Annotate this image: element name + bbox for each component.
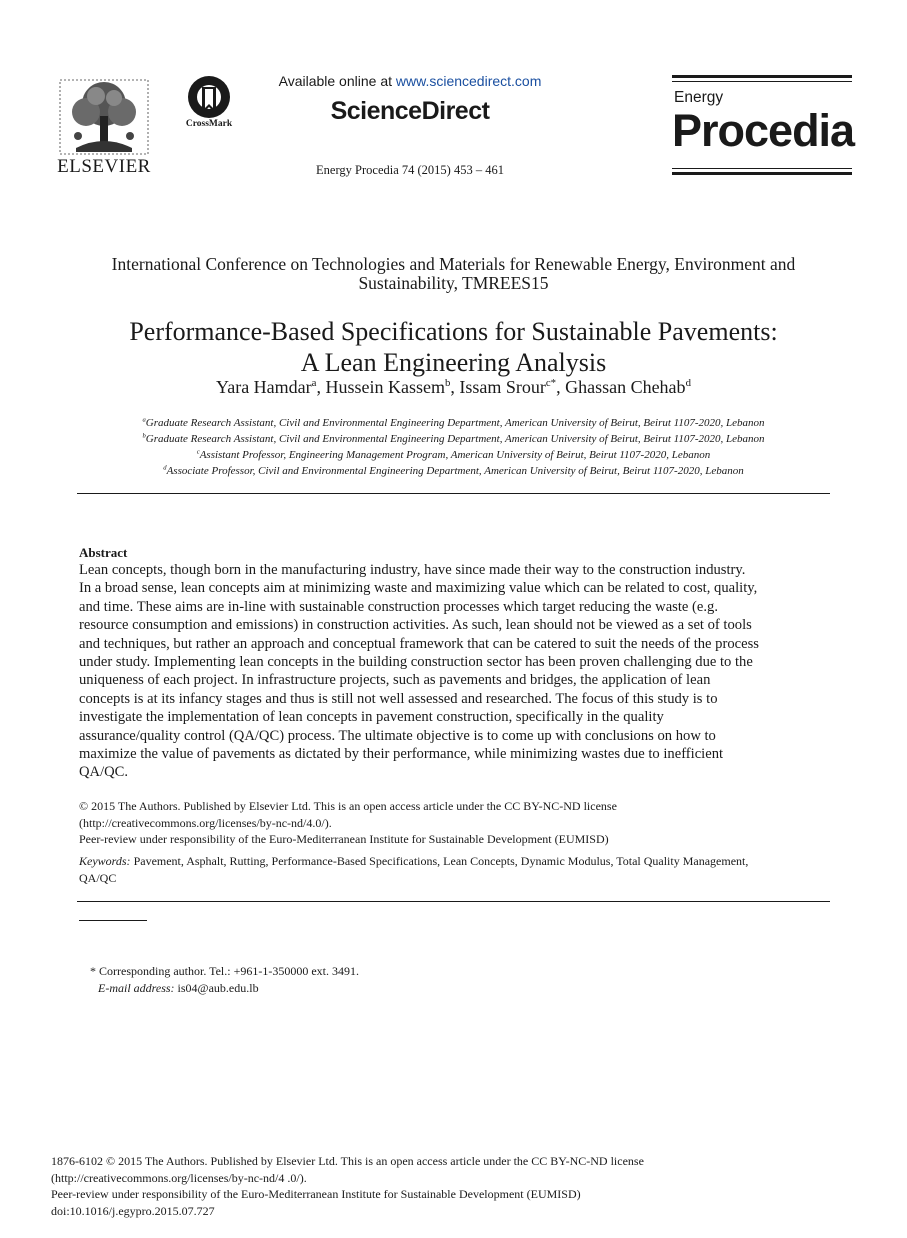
author: Hussein Kassem$^b$,	[325, 377, 460, 397]
abstract-line: resource consumption and emissions) in construction activities. As such, lean should not be viewed as a set of tools	[79, 617, 752, 634]
affiliation: $^a$Graduate Research Assistant, Civil and Environmental Engineering Department, American University of Beirut, Beirut 1107-2020, Lebanon	[142, 416, 765, 429]
abstract-line: concepts is at its infancy stages and thus is still not well assessed and researched. The focus of this study is to	[79, 690, 718, 707]
journal-logo-rule	[672, 75, 852, 78]
footer-doi[interactable]: doi:10.1016/j.egypro.2015.07.727	[51, 1203, 215, 1218]
conference-name	[60, 255, 847, 293]
abstract-line: Lean concepts, though born in the manufacturing industry, have since made their way to the construction industry.	[79, 562, 746, 578]
elsevier-logo	[56, 74, 152, 178]
author: Yara Hamdar$^a$,	[216, 377, 326, 397]
journal-name-small: Energy	[674, 89, 724, 106]
title-line: Performance-Based Specifications for Sustainable Pavements:	[129, 317, 778, 346]
sciencedirect-link[interactable]: www.sciencedirect.com	[395, 73, 542, 89]
author: Ghassan Chehab$^d$	[565, 377, 691, 397]
author-list	[40, 377, 867, 398]
journal-name-large: Procedia	[672, 105, 855, 156]
section-divider	[77, 493, 830, 494]
title-line: A Lean Engineering Analysis	[300, 348, 607, 377]
publisher-name: ELSEVIER	[57, 156, 151, 177]
journal-logo-rule	[672, 168, 852, 169]
email-address[interactable]: is04@aub.edu.lb	[174, 980, 259, 995]
abstract-line: under study. Implementing lean concepts in the building construction sector has been proven challenging due to the	[79, 654, 753, 671]
abstract-line: maximize the value of pavements as dictated by their performance, while minimizing wastes due to inefficient	[79, 746, 724, 763]
footer-license-link[interactable]: (http://creativecommons.org/licenses/by-nc-nd/4 .0/).	[51, 1170, 307, 1185]
abstract-heading: Abstract	[79, 545, 128, 560]
email-label: E-mail address:	[98, 980, 175, 995]
available-prefix: Available online at	[278, 73, 392, 89]
abstract-line: QA/QC.	[79, 764, 129, 781]
section-divider	[77, 901, 830, 902]
affiliation-list	[40, 415, 867, 479]
journal-logo-rule	[672, 81, 852, 82]
keywords-label: Keywords:	[79, 854, 131, 868]
abstract-line: investigate the implementation of lean concepts in pavement construction, specifically in the quality	[79, 709, 664, 726]
corresponding-author: * Corresponding author. Tel.: +961-1-350000 ext. 3491.	[90, 964, 360, 978]
abstract-line: assurance/quality control (QA/QC) process. The ultimate objective is to come up with conclusions on how to	[79, 727, 716, 744]
platform-name: ScienceDirect	[330, 97, 490, 125]
affiliation: $^b$Graduate Research Assistant, Civil and Environmental Engineering Department, American University of Beirut, Beirut 1107-2020, Lebanon	[142, 432, 765, 445]
abstract-line: and techniques, but rather an approach and conceptual framework that can be catered to suit the needs of the process	[79, 635, 759, 652]
copyright-notice	[79, 798, 829, 848]
available-online	[240, 73, 580, 89]
paper-title	[40, 316, 867, 378]
journal-logo	[672, 72, 855, 180]
copyright-line: © 2015 The Authors. Published by Elsevier Ltd. This is an open access article under the CC BY-NC-ND license	[79, 799, 617, 813]
abstract-body	[79, 561, 829, 782]
abstract-line: uniqueness of each project. In infrastructure projects, such as pavements and bridges, the application of lean	[79, 672, 711, 689]
corresponding-author-footnote	[90, 963, 590, 996]
license-link[interactable]: (http://creativecommons.org/licenses/by-nc-nd/4.0/).	[79, 815, 332, 830]
keywords-list: QA/QC	[79, 870, 117, 885]
footer-peer-review: Peer-review under responsibility of the Euro-Mediterranean Institute for Sustainable Development (EUMISD)	[51, 1187, 581, 1201]
conference-line: International Conference on Technologies and Materials for Renewable Energy, Environment and	[111, 254, 796, 274]
affiliation: $^c$Assistant Professor, Engineering Management Program, American University of Beirut, Beirut 1107-2020, Lebanon	[196, 448, 711, 461]
keywords-list: Pavement, Asphalt, Rutting, Performance-Based Specifications, Lean Concepts, Dynamic Modulus, Total Quality Management,	[130, 854, 749, 868]
page-footer	[51, 1153, 851, 1219]
author: Issam Srour$^{c*}$,	[459, 377, 566, 397]
crossmark-label: CrossMark	[185, 119, 233, 129]
journal-citation: Energy Procedia 74 (2015) 453 – 461	[316, 163, 504, 177]
journal-logo-rule	[672, 172, 852, 175]
conference-line: Sustainability, TMREES15	[358, 273, 549, 293]
abstract-line: and time. These aims are in-line with sustainable construction processes which target reducing the waste (e.g.	[79, 598, 718, 615]
footer-copyright: 1876-6102 © 2015 The Authors. Published by Elsevier Ltd. This is an open access article under the CC BY-NC-ND license	[51, 1154, 644, 1168]
crossmark-badge[interactable]	[180, 74, 238, 134]
abstract-line: In a broad sense, lean concepts aim at minimizing waste and maximizing value which can be related to cost, quality,	[79, 580, 758, 597]
affiliation: $^d$Associate Professor, Civil and Environmental Engineering Department, American University of Beirut, Beirut 1107-2020, Lebanon	[163, 464, 744, 477]
peer-review-note: Peer-review under responsibility of the Euro-Mediterranean Institute for Sustainable Development (EUMISD)	[79, 832, 609, 846]
footnote-divider	[79, 920, 147, 921]
crossmark-icon	[180, 74, 238, 120]
keywords	[79, 853, 819, 886]
